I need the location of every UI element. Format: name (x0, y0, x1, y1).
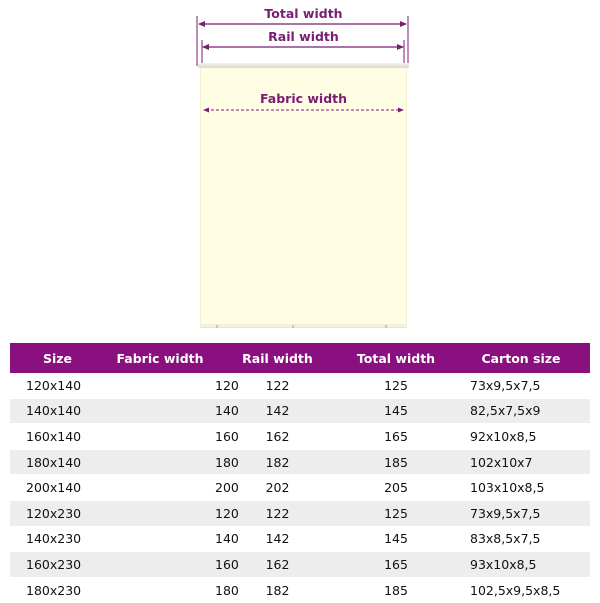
table-row (10, 424, 590, 450)
cell-rail-width: 122 (215, 500, 340, 526)
cell-carton-size: 73x9,5x7,5 (452, 373, 590, 398)
cell-total-width: 125 (340, 500, 452, 526)
table-header-row (10, 343, 590, 373)
fabric-width-arrow-right (398, 108, 404, 113)
fabric-width-arrow-left (203, 108, 209, 113)
cell-carton-size: 102,5x9,5x8,5 (452, 577, 590, 603)
rail-width-label: Rail width (268, 29, 339, 44)
cell-rail-width: 202 (215, 475, 340, 501)
cell-rail-width: 162 (215, 552, 340, 578)
cell-fabric-width: 160 (105, 552, 215, 578)
header-fabric-width: Fabric width (105, 343, 215, 373)
cell-rail-width: 122 (215, 373, 340, 398)
cell-total-width: 165 (340, 552, 452, 578)
cell-total-width: 205 (340, 475, 452, 501)
cell-carton-size: 83x8,5x7,5 (452, 526, 590, 552)
cell-rail-width: 182 (215, 449, 340, 475)
cell-size: 180x230 (10, 577, 105, 603)
cell-fabric-width: 180 (105, 449, 215, 475)
cell-fabric-width: 140 (105, 398, 215, 424)
table-row (10, 526, 590, 552)
cell-size: 140x230 (10, 526, 105, 552)
cell-fabric-width: 120 (105, 373, 215, 398)
header-size: Size (10, 343, 105, 373)
table-row (10, 552, 590, 578)
cell-total-width: 145 (340, 526, 452, 552)
header-total-width: Total width (340, 343, 452, 373)
header-carton-size: Carton size (452, 343, 590, 373)
cell-size: 160x230 (10, 552, 105, 578)
size-table (10, 343, 590, 603)
cell-fabric-width: 120 (105, 500, 215, 526)
cell-size: 180x140 (10, 449, 105, 475)
cell-carton-size: 82,5x7,5x9 (452, 398, 590, 424)
cell-rail-width: 142 (215, 526, 340, 552)
table-row (10, 373, 590, 398)
cell-carton-size: 93x10x8,5 (452, 552, 590, 578)
table-row (10, 577, 590, 603)
cell-total-width: 165 (340, 424, 452, 450)
table-row (10, 475, 590, 501)
fabric-width-label: Fabric width (203, 91, 404, 106)
table-row (10, 500, 590, 526)
cell-size: 120x230 (10, 500, 105, 526)
cell-fabric-width: 160 (105, 424, 215, 450)
cell-carton-size: 102x10x7 (452, 449, 590, 475)
table-body (10, 373, 590, 603)
cell-total-width: 185 (340, 577, 452, 603)
table-row (10, 398, 590, 424)
cell-fabric-width: 140 (105, 526, 215, 552)
cell-total-width: 185 (340, 449, 452, 475)
cell-rail-width: 182 (215, 577, 340, 603)
cell-size: 200x140 (10, 475, 105, 501)
cell-rail-width: 162 (215, 424, 340, 450)
cell-total-width: 145 (340, 398, 452, 424)
cell-carton-size: 92x10x8,5 (452, 424, 590, 450)
cell-fabric-width: 200 (105, 475, 215, 501)
cell-total-width: 125 (340, 373, 452, 398)
cell-size: 140x140 (10, 398, 105, 424)
header-rail-width: Rail width (215, 343, 340, 373)
cell-size: 160x140 (10, 424, 105, 450)
cell-rail-width: 142 (215, 398, 340, 424)
cell-carton-size: 103x10x8,5 (452, 475, 590, 501)
table-row (10, 449, 590, 475)
cell-size: 120x140 (10, 373, 105, 398)
cell-carton-size: 73x9,5x7,5 (452, 500, 590, 526)
total-width-label: Total width (264, 6, 343, 21)
cell-fabric-width: 180 (105, 577, 215, 603)
